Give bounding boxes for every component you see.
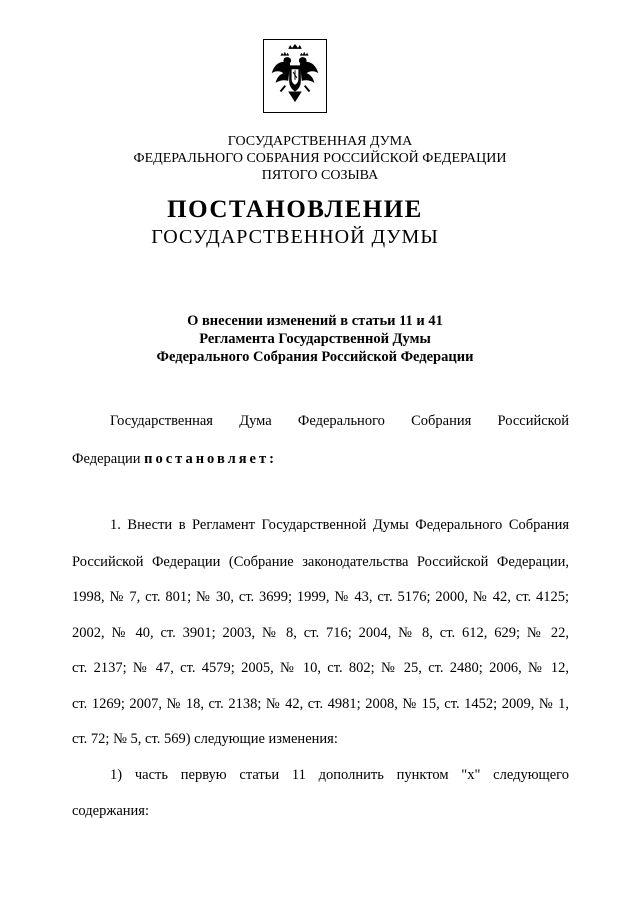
header-line-3: ПЯТОГО СОЗЫВА bbox=[261, 168, 379, 183]
subject-line-2: Регламента Государственной Думы bbox=[199, 331, 431, 347]
russian-coat-of-arms-icon bbox=[263, 39, 327, 113]
header-line-1: ГОСУДАРСТВЕННАЯ ДУМА bbox=[227, 134, 413, 149]
body-line: 1998, № 7, ст. 801; № 30, ст. 3699; 1999, № 43, ст. 5176; 2000, № 42, ст. 4125; bbox=[72, 589, 569, 605]
body-line: содержания: bbox=[72, 803, 150, 819]
preamble-line-1: Государственная Дума Федерального Собрания Российской bbox=[110, 413, 569, 429]
body-line: 2002, № 40, ст. 3901; 2003, № 8, ст. 716; 2004, № 8, ст. 612, 629; № 22, bbox=[72, 625, 569, 641]
body-line: 1) часть первую статьи 11 дополнить пунктом "х" следующего bbox=[110, 767, 569, 783]
body-line: ст. 2137; № 47, ст. 4579; 2005, № 10, ст. 802; № 25, ст. 2480; 2006, № 12, bbox=[72, 660, 569, 676]
body-line: ст. 72; № 5, ст. 569) следующие изменения: bbox=[72, 731, 338, 747]
subject-line-3: Федерального Собрания Российской Федерации bbox=[156, 349, 474, 365]
document-subtitle: ГОСУДАРСТВЕННОЙ ДУМЫ bbox=[151, 226, 439, 248]
preamble-text: Федерации bbox=[72, 451, 145, 467]
subject-line-1: О внесении изменений в статьи 11 и 41 bbox=[187, 313, 443, 329]
body-line: Российской Федерации (Собрание законодательства Российской Федерации, bbox=[72, 554, 569, 570]
preamble-resolves: постановляет: bbox=[144, 451, 277, 467]
preamble-line-2 bbox=[72, 450, 277, 468]
header-line-2: ФЕДЕРАЛЬНОГО СОБРАНИЯ РОССИЙСКОЙ ФЕДЕРАЦИИ bbox=[133, 151, 507, 166]
body-line: 1. Внести в Регламент Государственной Думы Федерального Собрания bbox=[110, 517, 569, 533]
document-title: ПОСТАНОВЛЕНИЕ bbox=[167, 196, 423, 223]
body-line: ст. 1269; 2007, № 18, ст. 2138; № 42, ст. 4981; 2008, № 15, ст. 1452; 2009, № 1, bbox=[72, 696, 569, 712]
